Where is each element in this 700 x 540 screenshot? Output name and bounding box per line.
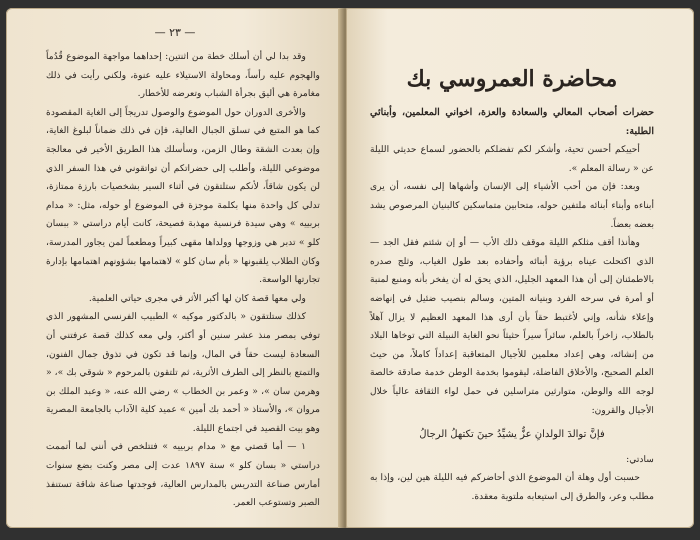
right-page [346, 8, 694, 528]
right-page-text [370, 62, 654, 506]
page-number: — ٢٣ — [154, 26, 196, 39]
paragraph: ١ — أما قصتي مع « مدام بربييه » فتتلخص في أنني لما أتممت دراستي « بسان كلو » سنة ١٨٩٧ عدت إلى مصر وكنت بضع سنوات أمارس صناعة التدريس بالمدارس العالية، فوجدتها صناعة شاقة تستنفذ الصبر وتستوعب العمر. [46, 441, 320, 509]
paragraph: وقد بدا لي أن أسلك خطة من اثنتين: إحداهما مواجهة الموضوع قُدُماً والهجوم عليه رأساً، ومحاولة الاستيلاء عليه عنوة، ولكني رأيت في ذلك مغامرة هي أليق بجرأة الشباب وتعرضه للأخطار. [46, 51, 320, 100]
left-page-text [46, 48, 320, 513]
salutation: حضرات أصحاب المعالي والسعادة والعزة، اخواني المعلمين، وأبنائي الطلبة: [370, 107, 654, 137]
page-title: محاضرة العمروسي بك [406, 66, 618, 92]
paragraph: سادتي: [626, 453, 654, 465]
poetry-verse: فإنَّ توالدَ الولدانِ عزٌّ يشيِّدُ حينَ تكتهلُ الرجالُ [419, 429, 605, 441]
paragraph: وهأنذا أقف مثلكم الليلة موقف ذلك الأب — أو إن شئتم فقل الجد — الذي اكتحلت عيناه برؤية أبنائه وأحفاده بعد طول الغياب، وثلج صدره بالاطمئنان إلى أن هذا المعهد الجليل، الذي يحق له أن يفخر بأنه ومنبع لمنبة أو أمرة في سرحه الفرد وبنيانه المتين، وسالم بنصيب ضئيل في إنهاضه وإعلاء شأنه، وإني لأغتبط حقاً بأن أرى هذا المعهد العظيم لا يزال آهلاً بالطلاب، زاخراً بالعلم، سائراً سيراً حثيثاً نحو الغاية النبيلة التي توخاها البلاد من إنشائه، وهي إعداد معلمين للأجيال المتعاقبة إعداداً كاملاً، من حيث العلم الصحيح، والأخلاق الفاضلة، ليقوموا بخدمة الوطن خدمة صادقة خالصة لوجه الله والوطن، متوارثين متراسلين في حمل لواء الثقافة عالياً خلال الأجيال والقرون: [370, 237, 654, 416]
paragraph: ولي معها قصة كان لها أكبر الأثر في مجرى حياتي العلمية. [88, 292, 306, 304]
paragraph: أحييكم أحسن تحية، وأشكر لكم تفضلكم بالحضور لسماع حديثي الليلة عن « رسالة المعلم ». [370, 144, 654, 174]
left-page [6, 8, 344, 528]
paragraph: وبعد: فإن من أحب الأشياء إلى الإنسان وأشهاها إلى نفسه، أن يرى أبناءه وأبناء أبنائه ملتفين حوله، متحابين متماسكين كالبنيان المرصوص يشد بعضه بعضاً. [370, 181, 654, 230]
paragraph: حسبت أول وهلة أن الموضوع الذي أحاضركم فيه الليلة هين لين، وإذا به مطلب وعر، والطرق إلى استيعابه ملتوية معقدة. [370, 472, 654, 502]
paragraph: كذلك ستلتقون « بالدكتور موكيه » الطبيب الفرنسي المشهور الذي توفي بمصر منذ عشر سنين أو أكثر، ولي معه كذلك قصة عرفتني أن السعادة ليست حقاً في المال، وإنما قد تكون في تذوق جمال الفنون، والتمتع بالنظر إلى الطرف الأثرية، ثم تلتقون بالمرحوم « شوقي بك »، « وهرمن سان »، « وعمر بن الخطاب » رضي الله عنه، « وعبد الملك بن مروان »، والأستاذ « أحمد بك أمين » عميد كلية الآداب بالجامعة المصرية وهو بيت القصيد في اجتماع الليلة. [46, 311, 320, 434]
paragraph: والأخرى الدوران حول الموضوع والوصول تدريجاً إلى الغاية المقصودة كما هو المتبع في تسلق الجبال العالية، فإن في ذلك ضماناً لبلوغ الغاية، وإن بعدت الشقة وطال الزمن، وسأسلك هذا الطريق الأخير في معالجة موضوعي الليلة، وأطلب إلى حضراتكم أن تواتقوني في هذا السفر الذي لن يكون شاقاً، لأنكم ستلتقون في أثناء السير بشخصيات بارزة ممتازة، تدلي كل واحدة منها بكلمة موجزة في الموضوع أو حوله، مثل: « مدام بربييه » وهي سيدة فرنسية مهذبة فصيحة، كانت أيام دراستي « ببسان كلو » تدبر هي وزوجها وولداها مقهى كبيراً ومطعماً لمن يجاور المدرسة، وكان الطلاب يلقبونها « بأم سان كلو » لاهتمامها بشؤونهم اهتمامها بإدارة تجارتها الواسعة. [46, 106, 320, 286]
